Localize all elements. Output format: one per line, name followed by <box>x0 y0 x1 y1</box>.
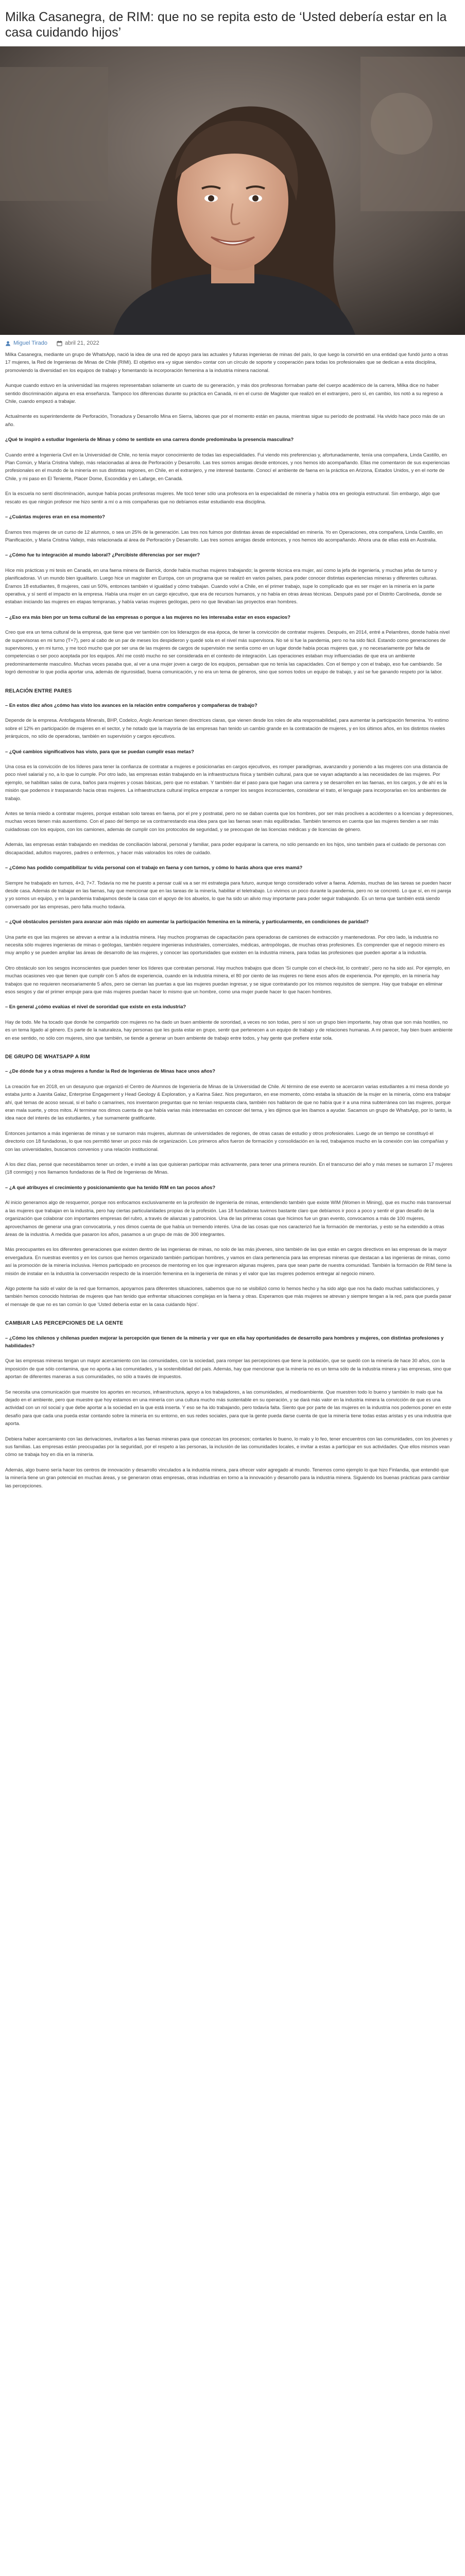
interview-question: – ¿Cómo has podido compatibilizar tu vida personal con el trabajo en faena y con turnos, y cómo lo harás ahora que eres mamá? <box>5 865 303 871</box>
body-paragraph: Algo potente ha sido el valor de la red que formamos, apoyarnos para diferentes situaciones, sabemos que no se visibilizó como lo hemos hecho y ha sido algo que nos ha dado muchas satisfacciones, y también hemos conocido historias de mujeres que han tenido que enfrentar situaciones complejas en la faena y otras. Esperamos que más mujeres se atrevan y siempre tengan a la red, para que pueda pasar el mensaje de que no es tan común lo que ‘Usted debería estar en la casa cuidando hijos’. <box>5 1285 452 1307</box>
interview-question: – ¿Qué cambios significativos has visto, para que se puedan cumplir esas metas? <box>5 748 194 754</box>
body-paragraph: Éramos tres mujeres de un curso de 12 alumnos, o sea un 25% de la generación. Las tres nos fuimos por distintas áreas de especialidad en minería. Yo en Operaciones, otra compañera, Linda Castillo, en Planificación, y María Cristina Vallejo, más relacionada al área de Perforación y Desarrollo. Las tres somos amigas desde entonces, y nos hemos ido acompañando. Ahora una de ellas está en Australia. <box>5 529 443 543</box>
article-meta <box>5 340 465 346</box>
body-paragraph: Se necesita una comunicación que muestre los aportes en recursos, infraestructura, apoyo a los trabajadores, a las comunidades, al medioambiente. Que muestren todo lo bueno y también lo malo que ha dejado en el ambiente, pero que muestre que hoy estamos en una minería con una cultura mucho más sustentable en su operación, y se dará más valor en la industria minera la convicción de que es una actividad con un rol social y que debe aportar a la sociedad en la que está inserta. Y eso se ha ido trabajando, pero todavía falta. Siento que por parte de las mujeres en la industria nos podemos poner en este desafío para que cada una pueda estar contando sobre la minería en su entorno, en sus redes sociales, para que la gente pueda darse cuenta de que la minería tiene todas estas aristas y es una industria que aporta. <box>5 1388 452 1427</box>
interview-question: – En estos diez años ¿cómo has visto los avances en la relación entre compañeros y compañeras de trabajo? <box>5 702 257 708</box>
body-paragraph: Además, algo bueno sería hacer los centros de innovación y desarrollo vinculados a la industria minera, para ofrecer valor agregado al mundo. Tenemos como ejemplo lo que hizo Finlandia, que entendió que la minería tiene un gran potencial en muchas áreas, y se generaron otras empresas, otras industrias en torno a la innovación y desarrollo para la industria minera. Siguiendo los buenas prácticas para cambiar las percepciones. <box>5 1466 450 1488</box>
author-name[interactable]: Miguel Tirado <box>13 340 48 346</box>
body-paragraph: Una cosa es la convicción de los líderes para tener la confianza de contratar a mujeres e posicionarlas en cargos ejecutivos, es romper paradigmas, avanzando y poniendo a las mujeres con una distancia de poco nivel salarial y no, a lo que lo cumple. Por otro lado, las empresas están trabajando en la infraestructura física y también cultural, para que se vayan adaptando a las necesidades de las mujeres. Por ejemplo, se habilitan salas de cuna, baños para mujeres y cosas básicas, pero que no estaban. Y también dar el paso para que hagan una carrera y se desarrollen en las faenas, en los cargos, y de ahí es la misión que podemos ir traspasando hacia otras mujeres. La infraestructura cultural implica empezar a romper los sesgos inconscientes, considerar el trato, el lenguaje para incorporarlas en los ambientes de trabajo. <box>5 764 448 801</box>
body-paragraph: Milka Casanegra, mediante un grupo de WhatsApp, nació la idea de una red de apoyo para las actuales y futuras ingenieras de minas del país, lo que luego la convirtió en una entidad que fundó junto a otras 17 mujeres, la Red de Ingenieras de Minas de Chile (RIMI). El objetivo era «y sigue siendo» contar con un círculo de soporte y cooperación para todas los profesionales que se dedican a esta disciplina, promoviendo la diversidad en los equipos de trabajo y fomentando la incorporación femenina a la industria minera nacional. <box>5 351 448 373</box>
interview-question: – En general ¿cómo evalúas el nivel de sororidad que existe en esta industria? <box>5 1004 186 1010</box>
body-paragraph: La creación fue en 2018, en un desayuno que organizó el Centro de Alumnos de Ingeniería de Minas de la Universidad de Chile. Al término de ese evento se acercaron varias estudiantes a mi mesa donde yo estaba junto a Juanita Galaz, Enterprise Engagement y Head Geology & Exploration, y a Karina Sáez. Nos preguntaron, en ese momento, cómo estaba la situación de la mujer en la minería, cómo era trabajar ahí, qué temas de acoso sexual, si el baño o camarines, nos inventaron preguntas que no tenían respuesta clara, también nos hablaron de que no había que ir a una mina subterránea con las mujeres, porque eran mala suerte, y otros mitos. Al terminar nos dimos cuenta de que había varias más interesadas en conocer del tema, y les dijimos que les íbamos a ayudar. Sacamos un grupo de WhatsApp, por lo tanto, la idea nace del interés de las estudiantes, y fue sumamente gratificante. <box>5 1083 452 1121</box>
body-paragraph: Al inicio generamos algo de resquemor, porque nos enfocamos exclusivamente en la profesión de ingeniería de minas, entendiendo también que existe WIM (Women in Mining), que es mucho más transversal a las mujeres que trabajan en la industria, pero hay ciertas particularidades propias de la profesión. Las 18 fundadoras tuvimos bastante claro que debíamos ir poco a poco y sentir el gran desafío de la organización que colaborar con importantes empresas del rubro, a través de alianzas y patrocinios. Una de las primeras cosas que hicimos fue un gran evento, convocamos a más de 100 mujeres, aprovechamos de generar una gran convocatoria, y nos dimos cuenta de que había un tremendo interés. Una de las cosas que nos caracterizó fue la formación de mentorías, y esto se ha extendido a otras áreas de la industria. A medida que pasaron los años, pasamos a un grupo de más de 300 integrantes. <box>5 1199 451 1237</box>
body-paragraph: Cuando entré a Ingeniería Civil en la Universidad de Chile, no tenía mayor conocimiento de todas las especialidades. Fui viendo mis preferencias y, afortunadamente, tenía una compañera, Linda Castillo, en Plan Común, y María Cristina Vallejo, más relacionadas al área de Perforación y Desarrollo. Las tres somos amigas desde entonces, y nos hemos ido acompañando. Ellas me comentaron de sus experiencias profesionales en el mundo de la minería en sus distintas regiones, en Chile, en el extranjero, y me interesé bastante. Conocí el ambiente de faena en la práctica en Arizona, Estados Unidos, y en el norte de Chile, y mi paso en El Teniente, Placer Dome, Escondida y en Lafarge, en Canadá. <box>5 451 450 481</box>
body-paragraph: Además, las empresas están trabajando en medidas de conciliación laboral, personal y familiar, para poder equiparar la carrera, no sólo pensando en los hijos, sino también para el cuidado de personas con discapacidad, adultos mayores, padres o enfermos, y hacer más valorados los roles de cuidado. <box>5 841 446 855</box>
body-paragraph: Más preocupantes es los diferentes generaciones que existen dentro de las ingenieras de minas, no solo de las más jóvenes, sino también de las que están en cargos directivos en las empresas de la mayor envergadura. En nuestras eventos y en los cursos que hemos organizado también participan hombres, y vamos en clara pertenencia para las empresas mineras que destacan a las ingenieras de minas, como así la promoción de la minería inclusiva. Hemos participado en procesos de mentoring en los que ingresaron algunas mujeres, para que sean parte de nuestra comunidad. También la formación de RIM tiene la misión de instalar en la industria la conversación respecto de la inserción femenina en la ingeniería de minas y el valor que las mujeres podemos entregar al negocio minero. <box>5 1246 452 1276</box>
body-paragraph: Depende de la empresa. Antofagasta Minerals, BHP, Codelco, Anglo American tienen directrices claras, que vienen desde los roles de alta responsabilidad, para aumentar la participación femenina. Yo estimo sobre el 12% en participación de mujeres en el sector, y he notado que la mayoría de las empresas han tenido un cambio grande en la contratación de mujeres, y en los últimos años, en los distintos niveles jerárquicos, no sólo de operadoras, también en supervisión y cargos ejecutivos. <box>5 717 449 739</box>
date-text: abril 21, 2022 <box>65 340 99 346</box>
body-paragraph: Actualmente es superintendente de Perforación, Tronadura y Desarrollo Mina en Sierra, labores que por el momento están en pausa, mientras sigue su período de postnatal. Ha vivido hace poco más de un año. <box>5 413 445 427</box>
calendar-icon <box>57 341 62 346</box>
body-paragraph: Antes se tenía miedo a contratar mujeres, porque estaban solo tareas en faena, por el pre y postnatal, pero no se daban cuenta que los hombres, por ser más proclives a accidentes o a licencias y depresiones, muchas veces tienen más ausentismo. Con el paso del tiempo se va contrarrestando esa idea para que las faenas sean más equilibradas. También tenemos en cuenta que las mujeres tienden a ser más cuidadosas con los equipos, con los camiones, además de cumplir con los protocolos de seguridad, y se preocupan de las licencias médicas y de licencias de género. <box>5 810 454 832</box>
section-heading: CAMBIAR LAS PERCEPCIONES DE LA GENTE <box>5 1320 124 1327</box>
body-paragraph: En la escuela no sentí discriminación, aunque había pocas profesoras mujeres. Me tocó tener sólo una profesora en la especialidad de minería y había otra en geología estructural. Sin embargo, algo que rescato es que ningún profesor me hizo sentir a mí o a mis compañeras que no debíamos estar estudiando esa disciplina. <box>5 490 440 504</box>
body-paragraph: Hay de todo. Me ha tocado que donde he compartido con mujeres no ha dado un buen ambiente de sororidad, a veces no son todas, pero sí son un grupo bien importante, hay otras que son más hostiles, no es un tema ligado al género. Es parte de la naturaleza, hay personas que les gusta estar en grupo, sentir que pertenecen a un equipo de trabajo y de relaciones humanas. A mi parecer, hay bien buen ambiente en ese sentido, no sólo con mujeres, sino que también, se tiende a generar un buen ambiente de trabajo entre todos, y hay gente que prefiere estar sola. <box>5 1019 453 1041</box>
interview-question: – ¿A qué atribuyes el crecimiento y posicionamiento que ha tenido RIM en tan pocos años? <box>5 1184 216 1190</box>
hero-image <box>0 46 465 335</box>
body-paragraph: Debiera haber acercamiento con las derivaciones, invitarlos a las faenas mineras para que conozcan los procesos; contarles lo bueno, lo malo y lo feo, tener encuentros con las comunidades, con los jóvenes y sus familias. Las empresas están preocupadas por la seguridad, por el respeto a las personas, la inclusión de las comunidades locales, e invitar a estas a participar en sus actividades. Que ellos mismos vean cómo se trabaja hoy en día en la minería. <box>5 1435 453 1458</box>
interview-question: ¿Qué te inspiró a estudiar Ingeniería de Minas y cómo te sentiste en una carrera donde predominaba la presencia masculina? <box>5 436 294 443</box>
section-heading: DE GRUPO DE WHATSAPP A RIM <box>5 1054 90 1060</box>
body-paragraph: Entonces juntamos a más ingenieras de minas y se sumaron más mujeres, alumnas de universidades de regiones, de otras casas de estudio y otros profesionales. Luego de un tiempo se constituyó el directorio con 18 fundadoras, lo que nos permitió tener un poco más de organización. Los primeros años fueron de formación y consolidación en la red, trabajamos mucho en la conexión con las compañías y con las universidades, buscamos convenios y una relación institucional. <box>5 1130 448 1152</box>
body-paragraph: Aunque cuando estuvo en la universidad las mujeres representaban solamente un cuarto de su generación, y más dos profesoras formaban parte del cuerpo académico de la carrera, Milka dice no haber sentido discriminación alguna en esa enseñanza. Tampoco los diferencias durante su práctica en Canadá, ni en el curso de Magister que realizó en el extranjero, pero sí, en cambio, los notó a su regreso a Chile, cuando empezó a trabajar. <box>5 382 443 404</box>
body-paragraph: Siempre he trabajado en turnos, 4×3, 7×7. Todavía no me he puesto a pensar cuál va a ser mi estrategia para futuro, aunque tengo considerado volver a faena. Además, muchas de las tareas se pueden hacer desde casa. Además de trabajar en las faenas, hay que mencionar que en las tareas de la minería, habilitar el teletrabajo. Lo vivimos un poco durante la pandemia, pero no se concretó. Lo que sí, en mi pareja y yo somos un equipo, y en la pandemia trabajamos desde la casa con el apoyo de los abuelos, lo que ha sido un alivio muy importante para poder seguir trabajando. Es un tema que también está siendo conversado por las empresas, pero falta mucho todavía. <box>5 879 452 909</box>
body-paragraph: Creo que era un tema cultural de la empresa, que tiene que ver también con los liderazgos de esa época, de tener la convicción de contratar mujeres. Después, en 2014, entré a Pelambres, donde había nivel de supervisoras en mi turno (T+7), pero al cabo de un par de meses los despidieron y quedé sola en el nivel más supervisora. No sé si fue la pandemia, pero no ha sido fácil. Estando como generaciones de supervisores, y en mi turno, y me tocó mucho que por ser una de las mujeres de cargos de supervisión me sentía como en un lugar donde había pocas mujeres que, y no necesariamente por falta de competencias o ser poco aceptada por los equipos. Ahí me costó mucho no ser considerada en el contexto de integración. Las operaciones estaban muy influenciadas de que era un ambiente predominantemente masculino. Muchas veces pasaba que, al ver a una mujer joven a cargo de los equipos, pensaban que no tenía las capacidades. Con el tiempo y con el trabajo, eso fue cambiando. Se logró demostrar lo que podía aportar una, además de rigurosidad, buena comunicación, y no era un tema de géneros, sino que somos todos un equipo de trabajo, y así se fue ganando respeto por la labor. <box>5 629 450 675</box>
body-paragraph: Otro obstáculo son los sesgos inconscientes que pueden tener los líderes que contratan personal. Hay muchos trabajos que dicen ‘Si cumple con el check-list, lo contrato’, pero no ha sido así. Por ejemplo, en muchas ocasiones veo que tienen que cumplir con 5 años de experiencia, cuando en la industria minera, el 80 por ciento de las mujeres no tiene esos años de experiencia. Por ejemplo, en la minería hay trabajos que no requieren necesariamente 5 años, pero se cierran las puertas a que las mujeres puedan ingresar, y se sigue contratando por los mismos requisitos de siempre. Hay que trabajar en eliminar esos sesgos y dar el primer empuje para que más mujeres puedan hacer lo mismo que un hombre, como una mujer puede hacer lo que hacen hombres. <box>5 964 450 994</box>
interview-question: – ¿Eso era más bien por un tema cultural de las empresas o porque a las mujeres no les interesaba estar en esos espacios? <box>5 614 290 620</box>
interview-question: – ¿Cómo los chilenos y chilenas pueden mejorar la percepción que tienen de la minería y ver que en ella hay oportunidades de desarrollo para hombres y mujeres, con distintas profesiones y habilidades? <box>5 1334 444 1348</box>
body-paragraph: Hice mis prácticas y mi tesis en Canadá, en una faena minera de Barrick, donde había muchas mujeres trabajando; la gerente técnica era mujer, así como la jefa de ingeniería, y muchas jefas de turno y planificadoras. Vi un mundo bien igualitario. Luego hice un magíster en Europa, con un programa que se realizó en varios países, para poder conocer distintas experiencias mineras y diferentes culturas. Éramos 18 estudiantes, 8 mujeres, casi un 50%, entonces también vi igualdad y cómo trabajan. Cuando volví a Chile, en el primer trabajo, supe lo complicado que es ser mujer en la minería en la parte operativa, y sí sentí el impacto en la empresa. Había una mujer en un cargo ejecutivo, que era de recursos humanos, y no había en otras áreas técnicas. Después pasé por el Distrito Carolineda, donde se estaban iniciando las mujeres en etapas tempranas, y había varias mujeres geólogas, pero no que llevaban las proyectos eran hombres. <box>5 567 442 605</box>
interview-question: – ¿Qué obstáculos persisten para avanzar aún más rápido en aumentar la participación femenina en la minería, y particularmente, en condiciones de paridad? <box>5 919 369 925</box>
body-paragraph: Una parte es que las mujeres se atrevan a entrar a la industria minera. Hay muchos programas de capacitación para operadoras de camiones de extracción y mantenedoras. Por otro lado, la industria no necesita sólo mujeres ingenieras de minas o geólogas, también requiere ingenieras industriales, comerciales, médicas, antropólogas, de muchas otras profesiones. Es comprender que el negocio minero es muy amplio y se pueden ampliar las áreas de desarrollo de las mujeres, y conocer las oportunidades que existen en la industria minera, para todas las profesiones que pueden aportar a la industria. <box>5 934 445 956</box>
article-title: Milka Casanegra, de RIM: que no se repita esto de ‘Usted debería estar en la casa cuidando hijos’ <box>5 10 447 40</box>
interview-question: – ¿Cuántas mujeres eran en esa momento? <box>5 514 105 520</box>
body-paragraph: A los diez días, pensé que necesitábamos tener un orden, e invité a las que quisieran participar más activamente, para tener una primera reunión. En el transcurso del año y más meses se sumaron 17 mujeres (18 conmigo) y nos llamamos fundadoras de la Red de Ingenieras de Minas. <box>5 1161 453 1175</box>
author-link[interactable] <box>5 340 47 346</box>
interview-question: – ¿Cómo fue tu integración al mundo laboral? ¿Percibiste diferencias por ser mujer? <box>5 552 200 558</box>
interview-question: – ¿De dónde fue y a otras mujeres a fundar la Red de Ingenieras de Minas hace unos años? <box>5 1068 215 1074</box>
user-icon <box>5 341 11 346</box>
article-body <box>0 346 465 1489</box>
portrait-photo <box>0 46 465 335</box>
section-heading: RELACIÓN ENTRE PARES <box>5 688 72 694</box>
body-paragraph: Que las empresas mineras tengan un mayor acercamiento con las comunidades, con la sociedad, para romper las percepciones que tiene la población, que se quedó con la minería de hace 30 años, con la imposición de que sólo contamina, que no aporta a las comunidades, y la sostenibilidad del país. Además, hay que mencionar que la minería no es un tema sólo de la industria minera y las empresas, sino que aportan de diferentes maneras a sus comunidades, no sólo a través de impuestos. <box>5 1358 452 1380</box>
publish-date <box>57 340 99 346</box>
